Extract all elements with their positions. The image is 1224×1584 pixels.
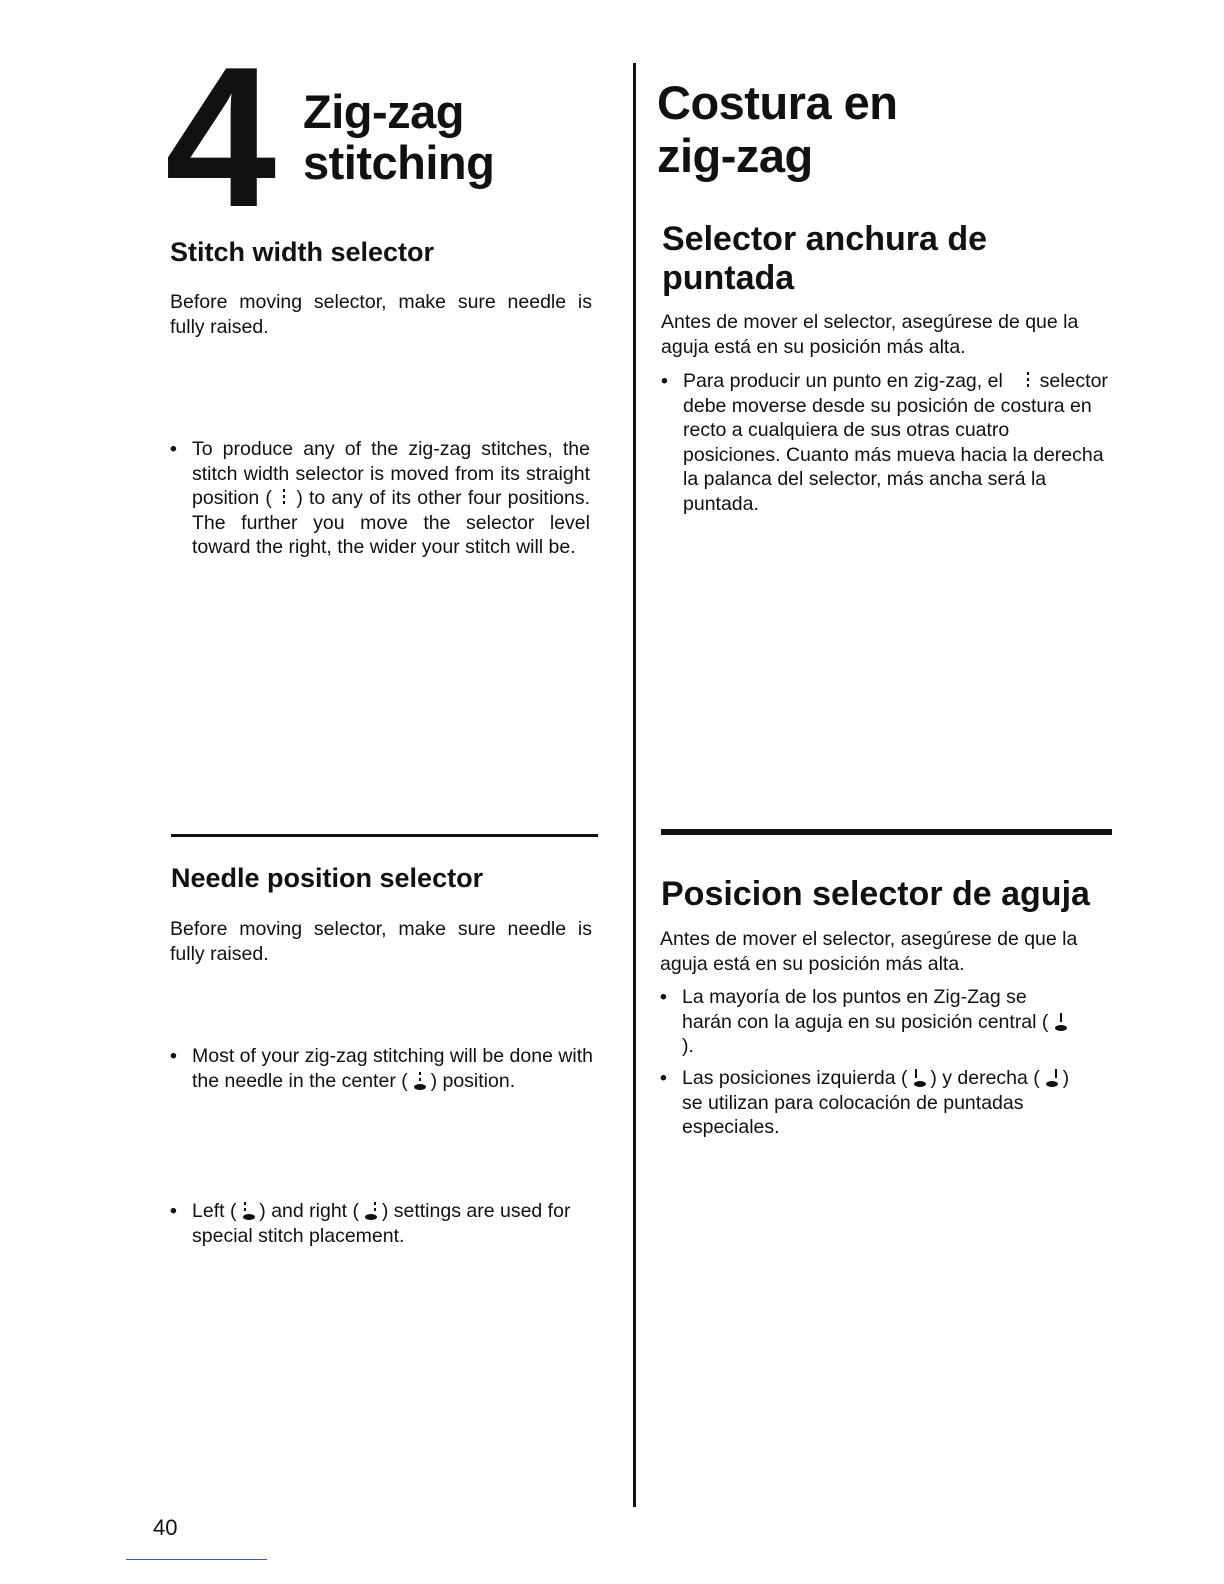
bullet-text-part: Para producir un punto en zig-zag, el (683, 370, 1003, 392)
bullet-text-part: selector debe moverse desde su posición de costura en recto a cualquiera de sus otras cuatro posiciones. Cuanto más mueva hacia la derecha la palanca del selector, más ancha será la puntada. (683, 370, 1108, 515)
bullet-text-part: To produce any of the zig-zag stitches, the stitch width selector is moved from its straight position ( (192, 438, 590, 509)
page-number: 40 (153, 1515, 178, 1540)
needle-position-intro: Before moving selector, make sure needle is fully raised. (170, 918, 592, 965)
needle-position-heading: Needle position selector (171, 863, 484, 893)
bullet-text-part: La mayoría de los puntos en Zig-Zag se harán con la aguja en su posición central ( (682, 986, 1049, 1033)
needle-center-icon (1054, 1012, 1066, 1030)
bullet-dot: • (170, 1045, 177, 1067)
section-rule-left (171, 834, 598, 837)
bullet-text-part: ) position. (430, 1069, 516, 1092)
bullet-text-part: Left ( (192, 1200, 237, 1222)
page-title-spanish (657, 76, 898, 182)
title-line-2: stitching (303, 136, 495, 189)
needle-center-bullet (170, 1044, 595, 1093)
straight-stitch-icon (1022, 371, 1034, 389)
title-line-1: Zig-zag (303, 85, 464, 138)
bullet-text-part: ). (682, 1035, 694, 1057)
bullet-dot: • (170, 1200, 177, 1222)
stitch-width-heading: Stitch width selector (170, 237, 435, 267)
stitch-width-intro: Before moving selector, make sure needle is fully raised. (170, 291, 592, 338)
aguja-central-bullet (660, 985, 1080, 1059)
needle-left-icon (242, 1201, 254, 1219)
bullet-text (192, 1044, 595, 1093)
column-divider (633, 63, 636, 1507)
bullet-dot: • (660, 986, 667, 1008)
posicion-aguja-heading: Posicion selector de aguja (661, 875, 1090, 913)
bullet-text-part: Las posiciones izquierda ( (682, 1067, 908, 1089)
needle-left-right-bullet (170, 1199, 595, 1248)
bullet-text-part: Most of your zig-zag stitching will be done with the needle in the center ( (192, 1045, 594, 1092)
bullet-text (682, 985, 1080, 1059)
bullet-text (192, 437, 590, 560)
bullet-dot: • (661, 370, 668, 392)
bullet-text-part: ) and right ( (259, 1200, 359, 1222)
bullet-text (682, 1066, 1090, 1140)
needle-left-icon (913, 1068, 925, 1086)
straight-stitch-icon (278, 488, 290, 506)
bullet-text-part: ) to any of its other four positions. The further you move the selector level toward the right, the wider your stitch will be. (192, 487, 591, 558)
ancho-puntada-bullet (661, 369, 1111, 516)
stitch-width-bullet (170, 437, 590, 560)
bullet-text (683, 369, 1111, 516)
page-title-english (303, 86, 494, 188)
ancho-puntada-heading: Selector anchura de puntada (662, 220, 988, 297)
aguja-izq-der-bullet (660, 1066, 1090, 1140)
posicion-aguja-intro: Antes de mover el selector, asegúrese de que la aguja está en su posición más alta. (660, 928, 1078, 975)
bullet-text (192, 1199, 595, 1248)
needle-center-icon (413, 1071, 425, 1089)
section-rule-right (661, 829, 1112, 835)
bullet-dot: • (660, 1067, 667, 1089)
bullet-dot: • (170, 438, 177, 460)
bullet-text-part: ) settings are used for special stitch placement. (192, 1200, 571, 1247)
bullet-text-part: ) se utilizan para colocación de puntadas especiales. (682, 1067, 1070, 1138)
chapter-number: 4 (165, 26, 273, 249)
title-line-2: zig-zag (657, 129, 813, 182)
ancho-puntada-intro: Antes de mover el selector, asegúrese de que la aguja está en su posición más alta. (661, 311, 1079, 358)
needle-right-icon (1045, 1068, 1057, 1086)
title-line-1: Costura en (657, 76, 898, 129)
bullet-text-part: ) y derecha ( (930, 1067, 1040, 1089)
needle-right-icon (364, 1201, 376, 1219)
footer-line (126, 1559, 267, 1560)
